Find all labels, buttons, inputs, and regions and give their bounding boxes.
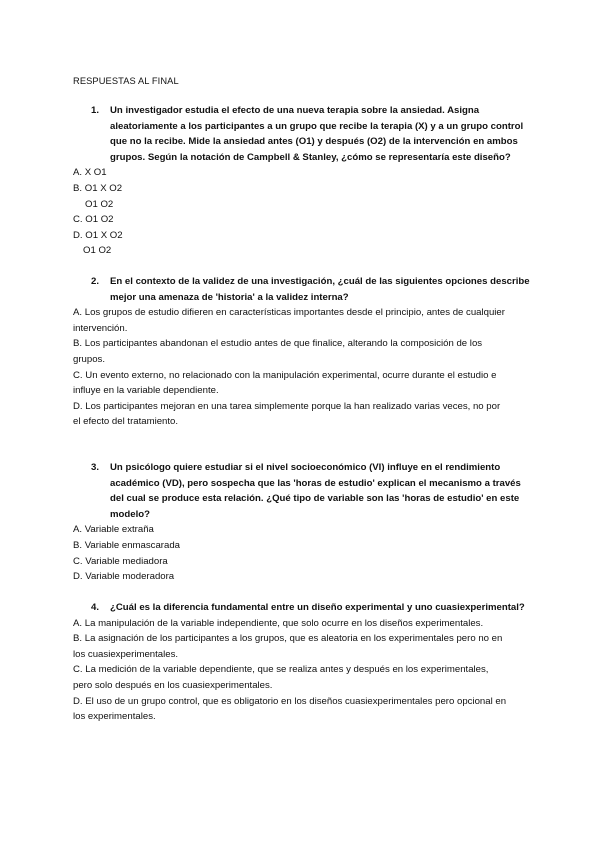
answer-option-line: C. Un evento externo, no relacionado con la manipulación experimental, ocurre durante el estudio e: [73, 369, 497, 381]
stem-line: En el contexto de la validez de una investigación, ¿cuál de las siguientes opciones describe: [110, 276, 530, 287]
stem-line: del cual se produce esta relación. ¿Qué tipo de variable son las 'horas de estudio' en este: [110, 493, 520, 505]
question-stem: [73, 103, 533, 165]
answer-option-c: C. Variable mediadora: [73, 555, 168, 567]
answer-option-line: A. La manipulación de la variable independiente, que solo ocurre en los diseños experimentales.: [73, 617, 484, 629]
stem-line: modelo?: [110, 508, 150, 520]
answer-option-line: los cuasiexperimentales.: [73, 648, 179, 660]
stem-line: mejor una amenaza de 'historia' a la validez interna?: [110, 291, 349, 303]
page-heading: RESPUESTAS AL FINAL: [73, 76, 179, 86]
stem-line: Un investigador estudia el efecto de una nueva terapia sobre la ansiedad. Asigna: [110, 105, 480, 116]
answer-option-a: A. X O1: [73, 167, 107, 179]
question-stem: [73, 600, 533, 616]
stem-line: grupos. Según la notación de Campbell & Stanley, ¿cómo se representaría este diseño?: [110, 151, 511, 163]
answer-option-line: el efecto del tratamiento.: [73, 416, 179, 428]
answer-option-line: intervención.: [73, 322, 128, 334]
answer-option-b-second-row: O1 O2: [85, 198, 114, 210]
answer-options: [73, 165, 533, 259]
answer-option-line: D. Los participantes mejoran en una tarea simplemente porque la han realizado varias veces, no por: [73, 400, 501, 412]
question-number: 4.: [91, 602, 100, 613]
answer-option-d-second-row: O1 O2: [83, 245, 112, 257]
answer-option-line: B. Los participantes abandonan el estudio antes de que finalice, alterando la composición de los: [73, 338, 483, 350]
stem-line: aleatoriamente a los participantes a un grupo que recibe la terapia (X) y a un grupo control: [110, 120, 524, 132]
answer-option-line: grupos.: [73, 353, 105, 365]
question-1: [73, 103, 533, 259]
answer-option-d: D. O1 X O2: [73, 229, 123, 241]
answer-option-line: los experimentales.: [73, 711, 156, 723]
answer-options: [73, 616, 533, 725]
question-stem: [73, 274, 533, 305]
answer-option-line: A. Los grupos de estudio difieren en características importantes desde el principio, antes de cualquier: [73, 307, 505, 319]
question-number: 3.: [91, 462, 100, 473]
answer-option-line: pero solo después en los cuasiexperimentales.: [73, 679, 273, 691]
question-number: 1.: [91, 105, 100, 116]
stem-line: Un psicólogo quiere estudiar si el nivel socioeconómico (VI) influye en el rendimiento: [110, 462, 501, 473]
answer-option-line: influye en la variable dependiente.: [73, 385, 219, 397]
answer-option-a: A. Variable extraña: [73, 524, 154, 536]
stem-line: que no la recibe. Mide la ansiedad antes (O1) y después (O2) de la intervención en ambos: [110, 136, 518, 148]
stem-line: académico (VD), pero sospecha que las 'horas de estudio' explican el mecanismo a través: [110, 477, 521, 489]
answer-option-line: C. La medición de la variable dependiente, que se realiza antes y después en los experimentales,: [73, 664, 489, 676]
question-2: [73, 274, 533, 430]
answer-option-b: B. O1 X O2: [73, 182, 123, 194]
answer-option-line: B. La asignación de los participantes a los grupos, que es aleatoria en los experimentales pero no en: [73, 633, 503, 645]
answer-option-d: D. Variable moderadora: [73, 571, 175, 583]
question-stem: [73, 460, 533, 522]
answer-option-line: D. El uso de un grupo control, que es obligatorio en los diseños cuasiexperimentales pero opcional en: [73, 695, 507, 707]
answer-option-b: B. Variable enmascarada: [73, 539, 181, 551]
question-4: [73, 600, 533, 725]
question-3: [73, 460, 533, 585]
answer-options: [73, 305, 533, 430]
answer-options: [73, 522, 533, 584]
answer-option-c: C. O1 O2: [73, 214, 114, 226]
stem-line: ¿Cuál es la diferencia fundamental entre un diseño experimental y uno cuasiexperimental?: [110, 602, 525, 613]
question-number: 2.: [91, 276, 100, 287]
